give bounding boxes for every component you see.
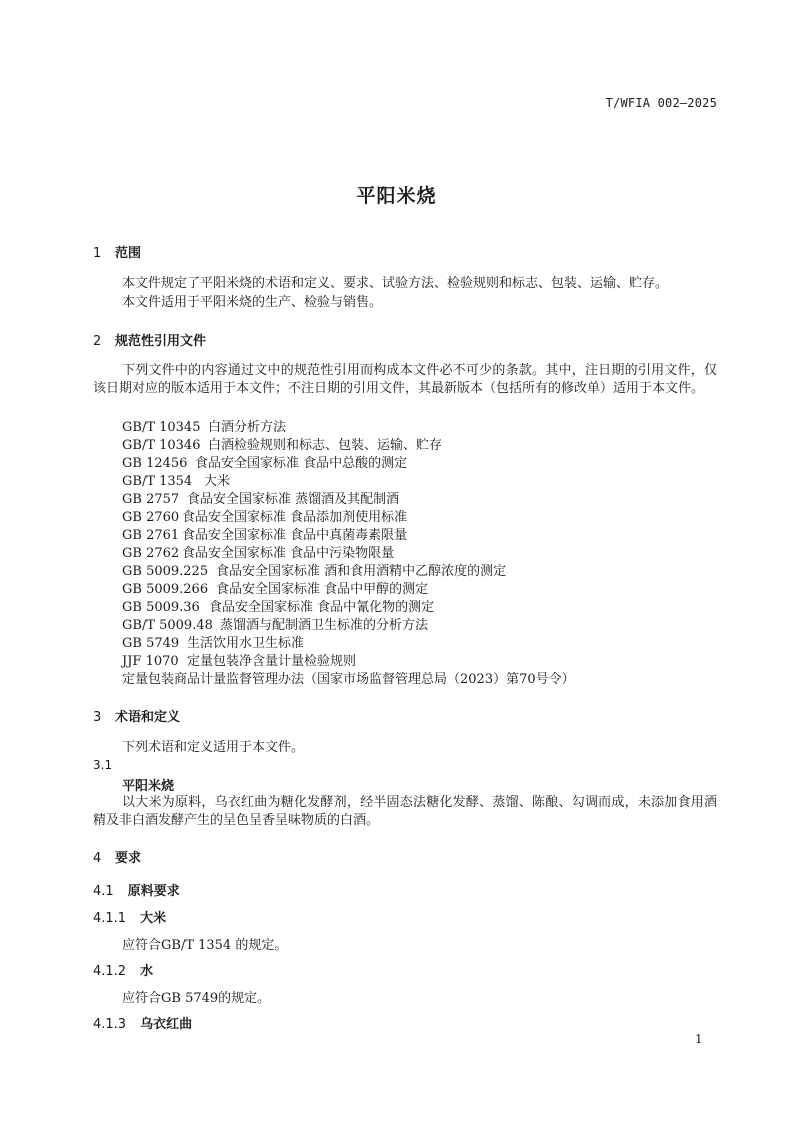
- reference-code: GB/T 1354: [122, 474, 193, 489]
- reference-code: GB 2760: [122, 510, 180, 525]
- subsection-4-1-heading: [93, 880, 180, 899]
- term-number: 3.1: [93, 758, 113, 772]
- reference-item: [122, 506, 407, 525]
- subsection-number: 4.1: [93, 884, 114, 899]
- section-title: 规范性引用文件: [115, 334, 207, 349]
- reference-name: 蒸馏酒与配制酒卫生标准的分析方法: [220, 618, 429, 633]
- reference-name: 食品安全国家标准 食品中氰化物的测定: [209, 600, 435, 615]
- section-number: 2: [93, 334, 102, 349]
- reference-code: GB 2762: [122, 546, 180, 561]
- reference-item: [122, 524, 407, 543]
- term-name: 平阳米烧: [122, 779, 175, 794]
- reference-name: 食品安全国家标准 食品中总酸的测定: [195, 456, 408, 471]
- reference-name: 食品安全国家标准 食品中甲醇的测定: [216, 582, 429, 597]
- reference-name: 大米: [204, 474, 231, 489]
- section-title: 要求: [115, 851, 142, 866]
- reference-name: 定量包装净含量计量检验规则: [187, 654, 357, 669]
- reference-item: [122, 416, 286, 435]
- scope-paragraph-2: 本文件适用于平阳米烧的生产、检验与销售。: [122, 295, 383, 310]
- page-number: 1: [695, 1032, 703, 1046]
- reference-item: [122, 578, 428, 597]
- reference-item: [122, 452, 407, 471]
- reference-name: 食品安全国家标准 食品中真菌毒素限量: [182, 528, 408, 543]
- reference-item-regulation: 定量包装商品计量监督管理办法（国家市场监督管理总局（2023）第70号令）: [122, 672, 575, 687]
- reference-item: [122, 434, 442, 453]
- subsection-4-1-2-heading: [93, 960, 153, 979]
- reference-item: [122, 542, 394, 561]
- reference-code: GB 5009.225: [122, 564, 209, 579]
- section-4-heading: [93, 847, 141, 866]
- rice-requirement-text: 应符合GB/T 1354 的规定。: [122, 938, 288, 953]
- section-number: 3: [93, 710, 102, 725]
- terms-intro: 下列术语和定义适用于本文件。: [122, 740, 305, 755]
- reference-item: [122, 650, 356, 669]
- subsection-title: 乌衣红曲: [140, 1017, 193, 1032]
- reference-item: [122, 470, 230, 489]
- document-title: 平阳米烧: [356, 185, 437, 207]
- reference-name: 食品安全国家标准 食品添加剂使用标准: [182, 510, 408, 525]
- subsection-4-1-3-heading: [93, 1013, 192, 1032]
- reference-code: GB 2761: [122, 528, 180, 543]
- reference-item: [122, 488, 399, 507]
- reference-item: [122, 632, 304, 651]
- reference-name: 白酒分析方法: [208, 420, 287, 435]
- subsection-number: 4.1.3: [93, 1017, 127, 1032]
- reference-name: 食品安全国家标准 食品中污染物限量: [182, 546, 395, 561]
- section-title: 术语和定义: [115, 710, 181, 725]
- normative-references-intro: 下列文件中的内容通过文中的规范性引用而构成本文件必不可少的条款。其中，注日期的引用文件，仅该日期对应的版本适用于本文件；不注日期的引用文件，其最新版本（包括所有的修改单）适用于本文件。: [93, 363, 717, 396]
- reference-code: JJF 1070: [122, 654, 179, 669]
- subsection-title: 原料要求: [127, 884, 180, 899]
- reference-code: GB/T 5009.48: [122, 618, 213, 633]
- subsection-title: 大米: [140, 911, 167, 926]
- subsection-number: 4.1.2: [93, 964, 127, 979]
- reference-code: GB 2757: [122, 492, 180, 507]
- reference-name: 食品安全国家标准 蒸馏酒及其配制酒: [187, 492, 400, 507]
- subsection-title: 水: [140, 964, 154, 979]
- reference-code: GB 5009.36: [122, 600, 200, 615]
- section-1-heading: [93, 242, 141, 261]
- section-number: 4: [93, 851, 102, 866]
- section-2-heading: [93, 330, 206, 349]
- term-definition: 以大米为原料，乌衣红曲为糖化发酵剂，经半固态法糖化发酵、蒸馏、陈酿、勾调而成，未添加食用酒精及非白酒发酵产生的呈色呈香呈味物质的白酒。: [93, 795, 717, 828]
- section-title: 范围: [115, 246, 142, 261]
- reference-code: GB 12456: [122, 456, 188, 471]
- reference-item: [122, 614, 428, 633]
- reference-code: GB 5749: [122, 636, 180, 651]
- water-requirement-text: 应符合GB 5749的规定。: [122, 991, 271, 1006]
- subsection-4-1-1-heading: [93, 907, 166, 926]
- reference-item: [122, 596, 434, 615]
- reference-name: 食品安全国家标准 酒和食用酒精中乙醇浓度的测定: [216, 564, 507, 579]
- reference-name: 白酒检验规则和标志、包装、运输、贮存: [208, 438, 443, 453]
- reference-code: GB/T 10346: [122, 438, 201, 453]
- reference-code: GB 5009.266: [122, 582, 209, 597]
- reference-code: GB/T 10345: [122, 420, 201, 435]
- standard-code: T/WFIA 002—2025: [605, 96, 717, 110]
- subsection-number: 4.1.1: [93, 911, 127, 926]
- reference-name: 生活饮用水卫生标准: [187, 636, 305, 651]
- section-number: 1: [93, 246, 102, 261]
- scope-paragraph-1: 本文件规定了平阳米烧的术语和定义、要求、试验方法、检验规则和标志、包装、运输、贮存。: [122, 276, 669, 291]
- section-3-heading: [93, 706, 180, 725]
- reference-item: [122, 560, 506, 579]
